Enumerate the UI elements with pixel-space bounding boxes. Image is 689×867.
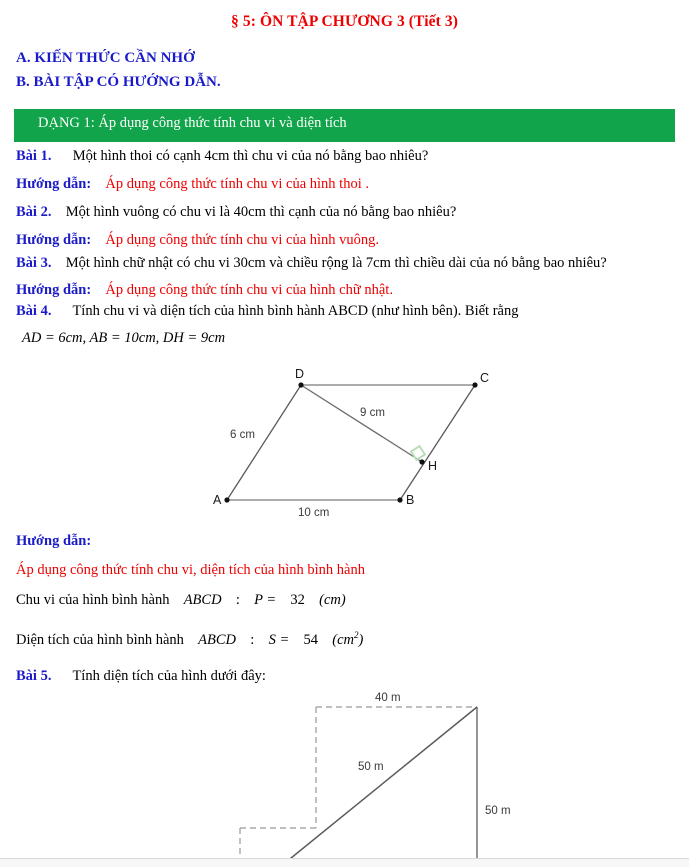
vertex-label-d: D bbox=[295, 367, 305, 381]
exercise-3-tag: Bài 3. bbox=[16, 255, 52, 271]
exercise-4-given: AD = 6cm, AB = 10cm, DH = 9cm bbox=[22, 330, 226, 346]
right-angle-marker-icon bbox=[411, 446, 425, 460]
vertex-label-c: C bbox=[480, 371, 490, 385]
exercise-1-text: Một hình thoi có cạnh 4cm thì chu vi của nó bằng bao nhiêu? bbox=[72, 148, 429, 164]
stepped-area-figure bbox=[170, 690, 570, 867]
hint-4-text: Áp dụng công thức tính chu vi, diện tích của hình bình hành bbox=[16, 562, 365, 578]
label-side-ab: 10 cm bbox=[298, 507, 330, 519]
area-prefix: Diện tích của hình bình hành bbox=[16, 631, 184, 648]
exercise-2-text: Một hình vuông có chu vi là 40cm thì cạnh của nó bằng bao nhiêu? bbox=[65, 204, 457, 220]
bottom-band bbox=[0, 859, 689, 867]
label-side-ad: 6 cm bbox=[230, 429, 255, 441]
page-title: § 5: ÔN TẬP CHƯƠNG 3 (Tiết 3) bbox=[231, 13, 458, 30]
perimeter-unit: (cm) bbox=[319, 592, 346, 608]
diagonal-line bbox=[280, 707, 477, 867]
hint-3-tag: Hướng dẫn: bbox=[16, 282, 92, 298]
hint-3 bbox=[16, 282, 393, 299]
perimeter-result bbox=[16, 592, 346, 609]
dang-banner-label: DẠNG 1: Áp dụng công thức tính chu vi và diện tích bbox=[38, 115, 347, 131]
label-right-50m: 50 m bbox=[485, 805, 511, 817]
vertex-label-b: B bbox=[406, 493, 415, 507]
vertex-dot-c bbox=[472, 382, 477, 387]
area-value: 54 bbox=[303, 631, 318, 648]
hint-1-tag: Hướng dẫn: bbox=[16, 176, 92, 192]
vertex-label-a: A bbox=[213, 493, 222, 507]
hint-2-text: Áp dụng công thức tính chu vi của hình vuông. bbox=[105, 232, 380, 248]
vertex-dot-a bbox=[224, 497, 229, 502]
perimeter-prefix: Chu vi của hình bình hành bbox=[16, 592, 170, 608]
section-heading-b: B. BÀI TẬP CÓ HƯỚNG DẪN. bbox=[16, 74, 221, 90]
exercise-5-text: Tính diện tích của hình dưới đây: bbox=[72, 668, 266, 684]
hint-1 bbox=[16, 176, 369, 193]
exercise-2-tag: Bài 2. bbox=[16, 204, 52, 220]
area-symbol: S = bbox=[268, 631, 290, 648]
perimeter-separator: : bbox=[235, 592, 240, 608]
label-height-dh: 9 cm bbox=[360, 407, 385, 419]
parallelogram-figure bbox=[195, 360, 495, 520]
label-diagonal-50m: 50 m bbox=[358, 761, 384, 773]
vertex-dot-d bbox=[298, 382, 303, 387]
vertex-dot-h bbox=[419, 459, 424, 464]
exercise-5-tag: Bài 5. bbox=[16, 668, 52, 684]
exercise-4-text: Tính chu vi và diện tích của hình bình hành ABCD (như hình bên). Biết rằng bbox=[72, 303, 519, 319]
exercise-4-tag: Bài 4. bbox=[16, 303, 52, 319]
hint-3-text: Áp dụng công thức tính chu vi của hình chữ nhật. bbox=[105, 282, 393, 298]
label-top-40m: 40 m bbox=[375, 692, 401, 704]
hint-2-tag: Hướng dẫn: bbox=[16, 232, 92, 248]
hint-4-tag: Hướng dẫn: bbox=[16, 533, 92, 549]
exercise-1 bbox=[16, 148, 428, 165]
exercise-5 bbox=[16, 668, 266, 685]
hint-1-text: Áp dụng công thức tính chu vi của hình thoi . bbox=[105, 176, 369, 192]
section-heading-a: A. KIẾN THỨC CẦN NHỚ bbox=[16, 50, 195, 66]
dang-banner bbox=[14, 109, 675, 142]
perimeter-shape-name: ABCD bbox=[183, 592, 222, 608]
exercise-4 bbox=[16, 303, 518, 320]
area-unit-exponent: 2 bbox=[353, 630, 359, 640]
exercise-1-tag: Bài 1. bbox=[16, 148, 52, 164]
exercise-2 bbox=[16, 204, 456, 221]
vertex-dot-b bbox=[397, 497, 402, 502]
vertex-label-h: H bbox=[428, 459, 438, 473]
area-unit-close: ) bbox=[358, 631, 364, 648]
perimeter-symbol: P = bbox=[254, 592, 277, 608]
exercise-3-text: Một hình chữ nhật có chu vi 30cm và chiều rộng là 7cm thì chiều dài của nó bằng bao nhiêu? bbox=[65, 255, 607, 271]
area-result bbox=[16, 630, 363, 649]
exercise-3 bbox=[16, 255, 607, 272]
hint-2 bbox=[16, 232, 379, 249]
area-unit-open: (cm bbox=[332, 631, 354, 648]
area-shape-name: ABCD bbox=[198, 631, 237, 648]
hint-4 bbox=[16, 533, 91, 550]
area-separator: : bbox=[250, 631, 255, 648]
perimeter-value: 32 bbox=[290, 592, 305, 608]
